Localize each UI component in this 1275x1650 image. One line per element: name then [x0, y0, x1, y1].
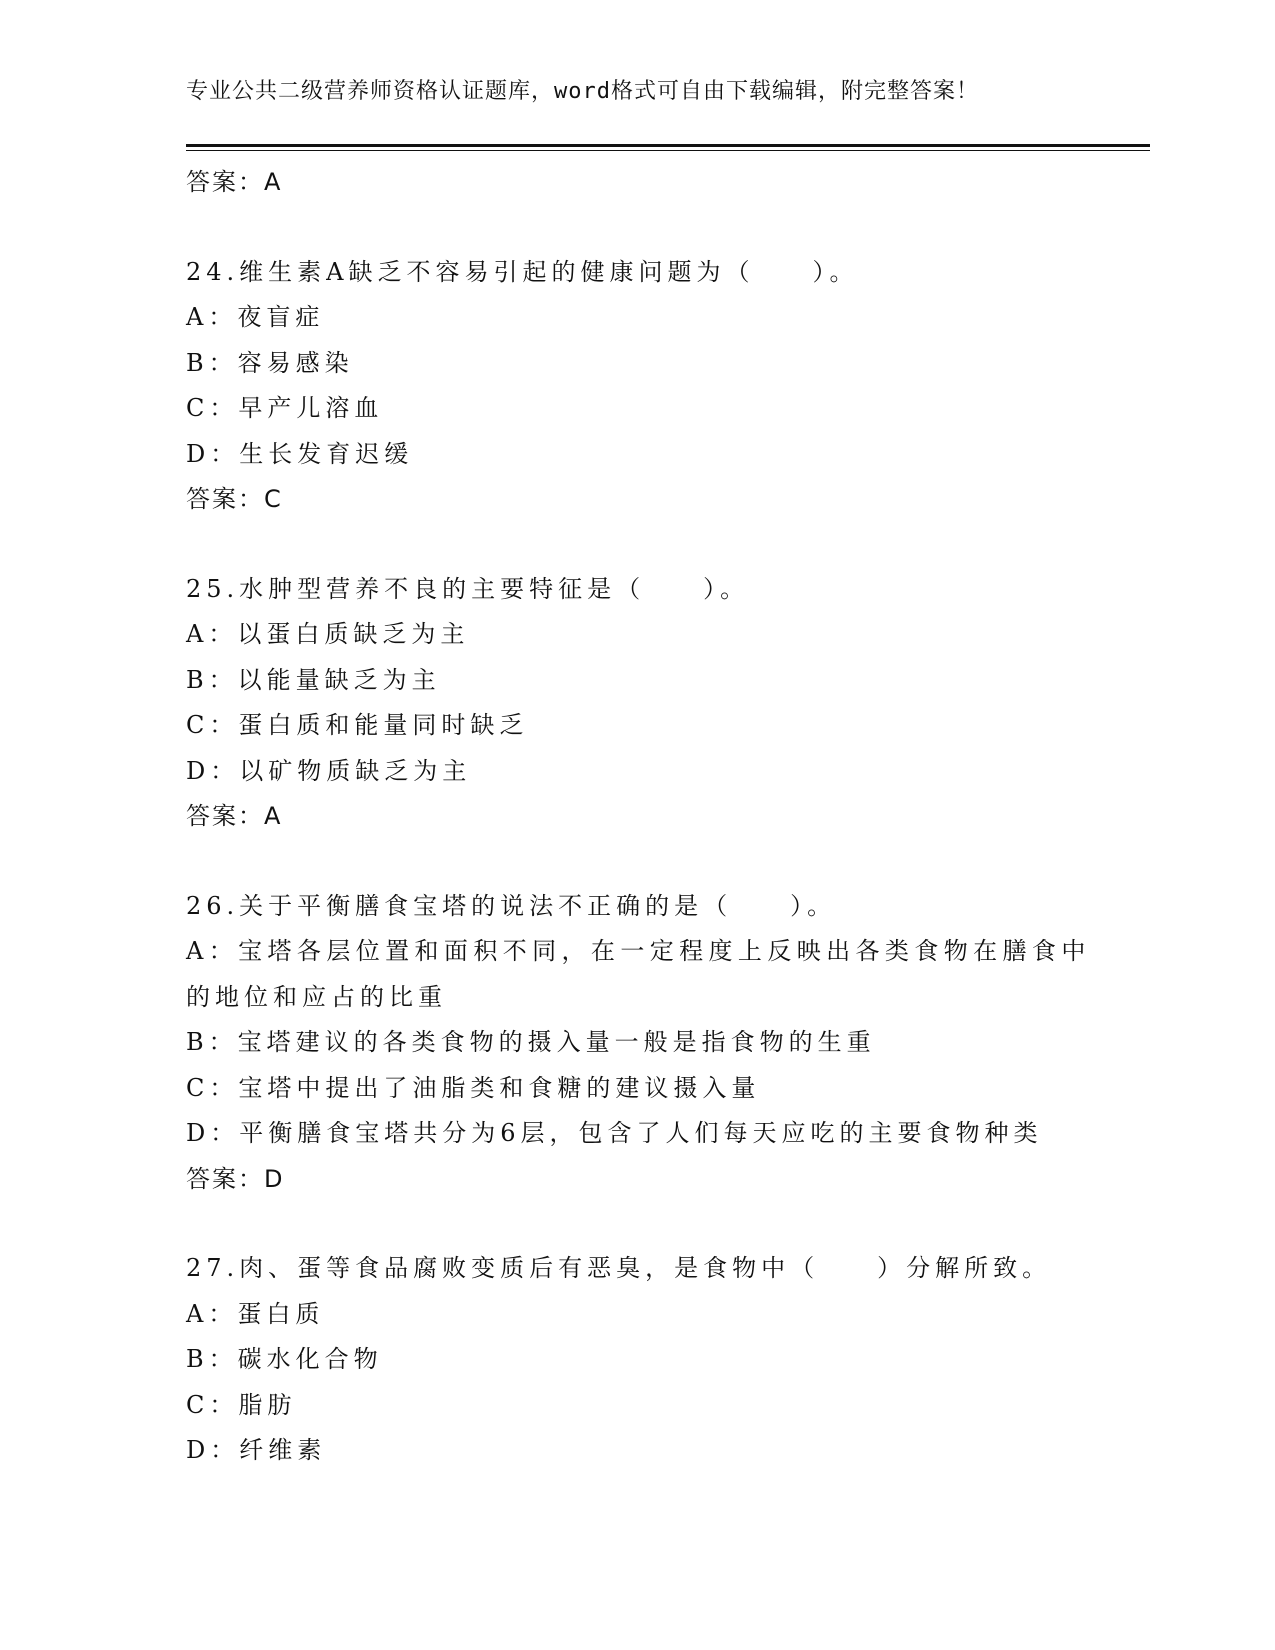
question-block — [186, 884, 1091, 1203]
answer-line: 答案：C — [186, 485, 283, 513]
question-block — [186, 250, 1086, 523]
header-rule-thick — [186, 144, 1150, 147]
option-a: A：蛋白质 — [186, 1299, 325, 1328]
option-d: D：生长发育迟缓 — [186, 439, 414, 468]
option-c: C：蛋白质和能量同时缺乏 — [186, 711, 529, 739]
question-block — [186, 1246, 1086, 1474]
option-a-continued: 的地位和应占的比重 — [186, 982, 447, 1011]
option-d: D：以矿物质缺乏为主 — [186, 756, 472, 785]
option-b: B：以能量缺乏为主 — [186, 665, 441, 694]
option-d: D：平衡膳食宝塔共分为6层，包含了人们每天应吃的主要食物种类 — [186, 1119, 1043, 1147]
question-block — [186, 567, 1086, 840]
answer-line: 答案：D — [186, 1164, 285, 1193]
option-b: B：宝塔建议的各类食物的摄入量一般是指食物的生重 — [186, 1028, 876, 1056]
spacer — [186, 1202, 1086, 1246]
option-c: C：宝塔中提出了油脂类和食糖的建议摄入量 — [186, 1073, 761, 1102]
spacer — [186, 206, 1086, 250]
question-stem: 27.肉、蛋等食品腐败变质后有恶臭，是食物中（ ）分解所致。 — [186, 1254, 1052, 1282]
option-c: C：脂肪 — [186, 1390, 297, 1419]
question-stem: 24.维生素A缺乏不容易引起的健康问题为（ ）。 — [186, 257, 859, 286]
option-a: A：以蛋白质缺乏为主 — [186, 620, 470, 648]
answer-line: 答案：A — [186, 168, 283, 196]
option-c: C：早产儿溶血 — [186, 394, 384, 422]
answer-line: 答案：A — [186, 802, 283, 830]
option-d: D：纤维素 — [186, 1436, 327, 1464]
header-rule-thin — [186, 150, 1150, 151]
question-list — [186, 160, 1091, 1474]
spacer — [186, 840, 1086, 884]
question-stem: 26.关于平衡膳食宝塔的说法不正确的是（ ）。 — [186, 891, 837, 920]
option-b: B：容易感染 — [186, 348, 354, 377]
spacer — [186, 523, 1086, 567]
page-header: 专业公共二级营养师资格认证题库，word格式可自由下载编辑，附完整答案！ — [186, 79, 979, 104]
question-stem: 25.水肿型营养不良的主要特征是（ ）。 — [186, 574, 750, 603]
option-a: A：宝塔各层位置和面积不同，在一定程度上反映出各类食物在膳食中 — [186, 937, 1091, 965]
option-a: A：夜盲症 — [186, 303, 325, 331]
option-b: B：碳水化合物 — [186, 1345, 383, 1373]
